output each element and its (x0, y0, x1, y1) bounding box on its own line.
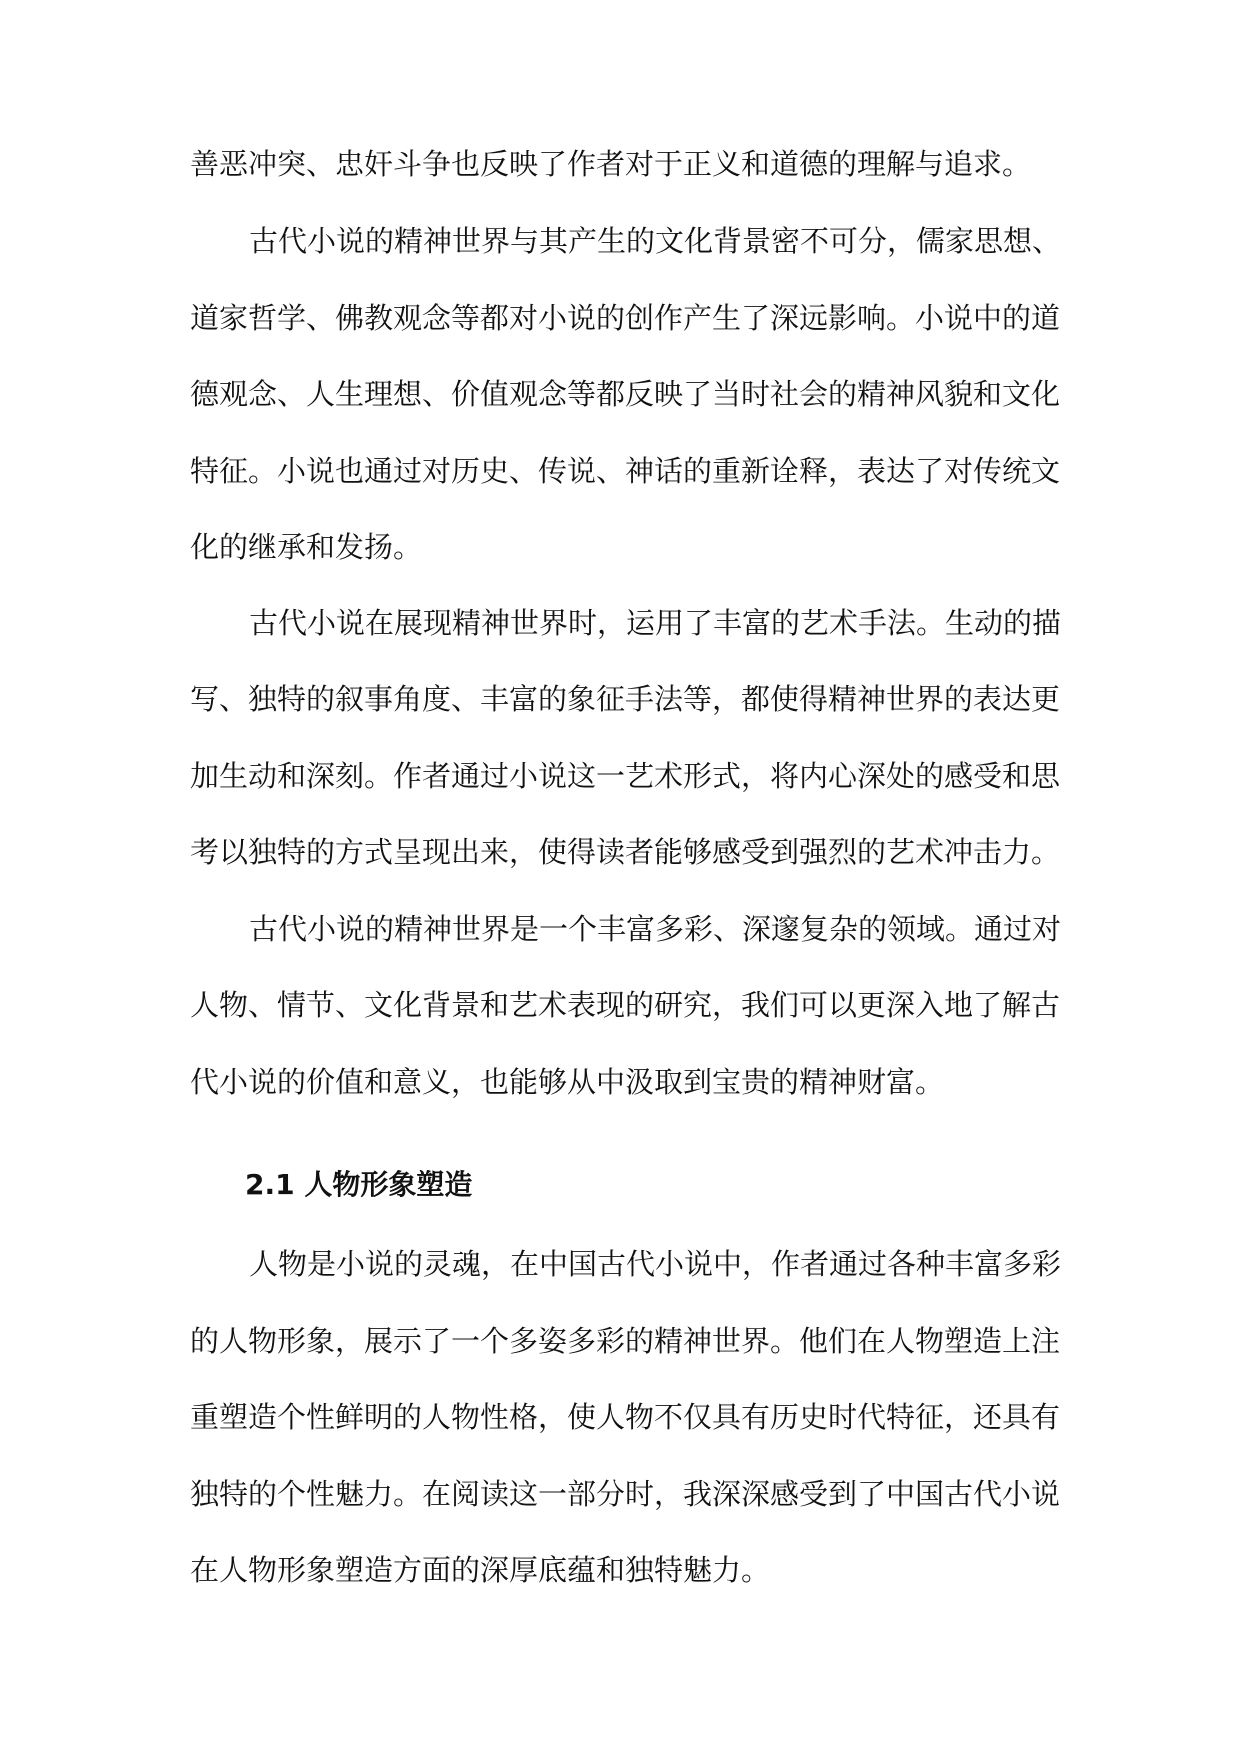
text-line: 德观念、人生理想、价值观念等都反映了当时社会的精神风貌和文化 (190, 377, 1061, 411)
text-line: 道家哲学、佛教观念等都对小说的创作产生了深远影响。小说中的道 (190, 301, 1061, 335)
text-line: 善恶冲突、忠奸斗争也反映了作者对于正义和道德的理解与追求。 (190, 147, 1032, 181)
text-line: 考以独特的方式呈现出来，使得读者能够感受到强烈的艺术冲击力。 (190, 835, 1061, 869)
text-line: 代小说的价值和意义，也能够从中汲取到宝贵的精神财富。 (190, 1065, 945, 1099)
text-line: 化的继承和发扬。 (190, 530, 423, 564)
text-line: 特征。小说也通过对历史、传说、神话的重新诠释，表达了对传统文 (190, 454, 1061, 488)
text-line: 人物、情节、文化背景和艺术表现的研究，我们可以更深入地了解古 (190, 988, 1061, 1022)
paragraph-first-line: 古代小说的精神世界是一个丰富多彩、深邃复杂的领域。通过对 (249, 912, 1062, 946)
text-line: 的人物形象，展示了一个多姿多彩的精神世界。他们在人物塑造上注 (190, 1324, 1061, 1358)
text-line: 在人物形象塑造方面的深厚底蕴和独特魅力。 (190, 1553, 771, 1587)
text-line: 写、独特的叙事角度、丰富的象征手法等，都使得精神世界的表达更 (190, 682, 1061, 716)
paragraph-first-line: 古代小说的精神世界与其产生的文化背景密不可分，儒家思想、 (249, 224, 1062, 258)
paragraph-first-line: 人物是小说的灵魂，在中国古代小说中，作者通过各种丰富多彩 (249, 1247, 1062, 1281)
paragraph-first-line: 古代小说在展现精神世界时，运用了丰富的艺术手法。生动的描 (249, 606, 1062, 640)
text-line: 独特的个性魅力。在阅读这一部分时，我深深感受到了中国古代小说 (190, 1477, 1061, 1511)
text-line: 加生动和深刻。作者通过小说这一艺术形式，将内心深处的感受和思 (190, 759, 1061, 793)
text-line: 重塑造个性鲜明的人物性格，使人物不仅具有历史时代特征，还具有 (190, 1400, 1061, 1434)
section-heading: 2.1 人物形象塑造 (245, 1168, 473, 1201)
